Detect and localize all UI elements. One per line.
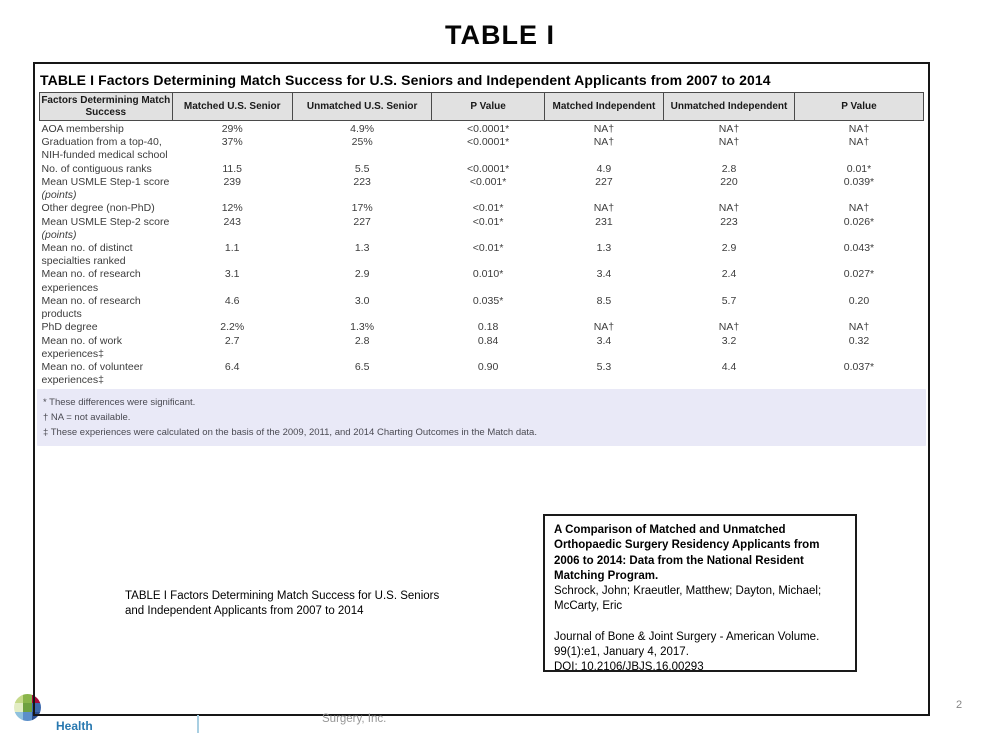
footnotes	[37, 389, 926, 446]
cell-value: 2.2%	[220, 321, 245, 334]
cell-value: 3.0	[354, 294, 370, 307]
cell-value: 2.7	[224, 334, 240, 347]
footnote-line: * These differences were significant.	[43, 397, 196, 409]
cell-value: NA†	[593, 136, 615, 149]
cell-value: 8.5	[596, 294, 612, 307]
cell-value: NA†	[848, 321, 870, 334]
row-label: AOA membership	[41, 123, 124, 135]
cell-value: 11.5	[222, 162, 243, 175]
cell-value: 2.9	[721, 241, 737, 254]
cell-value: 3.4	[596, 268, 612, 281]
cell-value: 29%	[221, 123, 243, 135]
row-label: Mean no. of research experiences	[41, 268, 141, 294]
citation-journal: Journal of Bone & Joint Surgery - American Volume.	[554, 630, 820, 643]
cell-value: 0.035*	[472, 294, 504, 307]
cell-value: 0.32	[848, 334, 870, 347]
cell-value: NA†	[848, 202, 870, 215]
cell-value: 5.7	[721, 294, 737, 307]
cell-value: 3.1	[224, 268, 240, 281]
cell-value: 2.4	[721, 268, 737, 281]
cell-value: NA†	[718, 136, 740, 149]
footer-divider	[197, 715, 199, 733]
cell-value: 0.84	[477, 334, 499, 347]
table-row	[40, 163, 924, 176]
table-row	[40, 268, 924, 294]
row-label: Mean USMLE Step-1 score (points)	[41, 175, 170, 202]
table-row	[40, 242, 924, 268]
cell-value: 6.4	[224, 360, 240, 373]
cell-value: 3.2	[721, 334, 737, 347]
citation-issue: 99(1):e1, January 4, 2017.	[554, 645, 689, 658]
cell-value: 12%	[221, 202, 243, 215]
cell-value: NA†	[718, 123, 740, 135]
citation-box	[543, 514, 857, 672]
citation-spacer	[554, 615, 846, 630]
cell-value: 223	[720, 215, 738, 228]
column-header: Unmatched Independent	[664, 93, 795, 121]
cell-value: 239	[223, 175, 241, 188]
row-label: Mean no. of distinct specialties ranked	[41, 241, 133, 268]
table-row	[40, 121, 924, 137]
cell-value: 2.8	[354, 334, 370, 347]
cell-value: 2.9	[354, 268, 370, 281]
cell-value: NA†	[593, 321, 615, 334]
slide-title: TABLE I	[445, 20, 555, 50]
row-label: Mean USMLE Step-2 score (points)	[41, 215, 170, 241]
cell-value: 17%	[351, 202, 373, 215]
cell-value: 0.027*	[843, 268, 875, 281]
row-label: No. of contiguous ranks	[41, 162, 152, 175]
cell-value: 227	[353, 215, 371, 228]
footer-publisher-label: Surgery, Inc.	[322, 713, 387, 725]
figure-caption: TABLE I Factors Determining Match Success for U.S. Seniors and Independent Applicants from 2007 to 2014	[125, 590, 440, 618]
cell-value: 4.4	[721, 360, 737, 373]
cell-value: 37%	[221, 136, 243, 149]
column-header: Matched U.S. Senior	[172, 93, 292, 121]
table-row	[40, 335, 924, 361]
cell-value: 5.5	[354, 162, 370, 175]
citation-authors: Schrock, John; Kraeutler, Matthew; Dayton, Michael; McCarty, Eric	[554, 585, 822, 613]
row-label: Mean no. of research products	[41, 294, 141, 321]
table-row	[40, 321, 924, 334]
row-label: Graduation from a top-40, NIH-funded medical school	[41, 136, 168, 162]
cell-value: 6.5	[354, 360, 370, 373]
table-title: TABLE I Factors Determining Match Success for U.S. Seniors and Independent Applicants from 2007 to 2014	[40, 72, 771, 88]
cell-value: 0.90	[477, 360, 499, 373]
cell-value: <0.0001*	[466, 136, 510, 149]
page-number: 2	[956, 699, 963, 711]
table-body	[40, 121, 924, 388]
citation-title: A Comparison of Matched and Unmatched Orthopaedic Surgery Residency Applicants from 2006 to 2014: Data from the National Resident Matching Program.	[554, 524, 820, 582]
row-label: Mean no. of work experiences‡	[41, 334, 123, 360]
column-header: Unmatched U.S. Senior	[292, 93, 432, 121]
cell-value: 0.043*	[843, 241, 875, 254]
cell-value: 227	[595, 175, 613, 188]
column-header: P Value	[794, 93, 923, 121]
column-header: Matched Independent	[544, 93, 663, 121]
column-header: P Value	[432, 93, 544, 121]
cell-value: 243	[223, 215, 241, 228]
cell-value: 220	[720, 175, 738, 188]
cell-value: <0.0001*	[466, 162, 510, 175]
row-label: PhD degree	[41, 321, 98, 334]
cell-value: 1.3	[596, 241, 612, 254]
cell-value: NA†	[848, 123, 870, 135]
cell-value: 0.18	[477, 321, 499, 334]
cell-value: <0.01*	[472, 241, 504, 254]
cell-value: 25%	[351, 136, 373, 149]
cell-value: <0.01*	[472, 202, 504, 215]
cell-value: 1.3%	[350, 321, 375, 334]
table-row	[40, 295, 924, 321]
cell-value: 4.9	[596, 162, 612, 175]
cell-value: NA†	[718, 321, 740, 334]
cell-value: <0.0001*	[466, 123, 510, 135]
cell-value: 1.3	[354, 241, 370, 254]
health-brand-label: Health	[56, 719, 93, 733]
citation-doi: DOI: 10.2106/JBJS.16.00293	[554, 661, 704, 674]
cell-value: 0.037*	[843, 360, 875, 373]
footnote-line: † NA = not available.	[43, 412, 131, 424]
footnote-line: ‡ These experiences were calculated on the basis of the 2009, 2011, and 2014 Charting Outcomes in the Match data.	[43, 427, 537, 439]
cell-value: 223	[353, 175, 371, 188]
cell-value: 3.4	[596, 334, 612, 347]
table-row	[40, 361, 924, 387]
cell-value: 4.9%	[350, 123, 375, 135]
cell-value: 5.3	[596, 360, 612, 373]
table-header-row	[40, 93, 924, 121]
cell-value: 0.010*	[472, 268, 504, 281]
table-row	[40, 216, 924, 242]
cell-value: 4.6	[224, 294, 240, 307]
table-row	[40, 202, 924, 215]
cell-value: NA†	[593, 202, 615, 215]
cell-value: <0.01*	[472, 215, 504, 228]
cell-value: 0.01*	[846, 162, 872, 175]
cell-value: NA†	[848, 136, 870, 149]
table-row	[40, 176, 924, 202]
cell-value: NA†	[593, 123, 615, 135]
data-table	[39, 92, 924, 387]
cell-value: 0.039*	[843, 175, 875, 188]
cell-value: 2.8	[721, 162, 737, 175]
cell-value: 1.1	[224, 241, 240, 254]
cell-value: NA†	[718, 202, 740, 215]
cell-value: <0.001*	[469, 175, 507, 188]
cell-value: 0.20	[848, 294, 870, 307]
table-row	[40, 136, 924, 162]
column-header: Factors Determining Match Success	[40, 93, 173, 121]
row-label: Other degree (non-PhD)	[41, 202, 155, 215]
row-label: Mean no. of volunteer experiences‡	[41, 360, 144, 387]
cell-value: 231	[595, 215, 613, 228]
cell-value: 0.026*	[843, 215, 875, 228]
